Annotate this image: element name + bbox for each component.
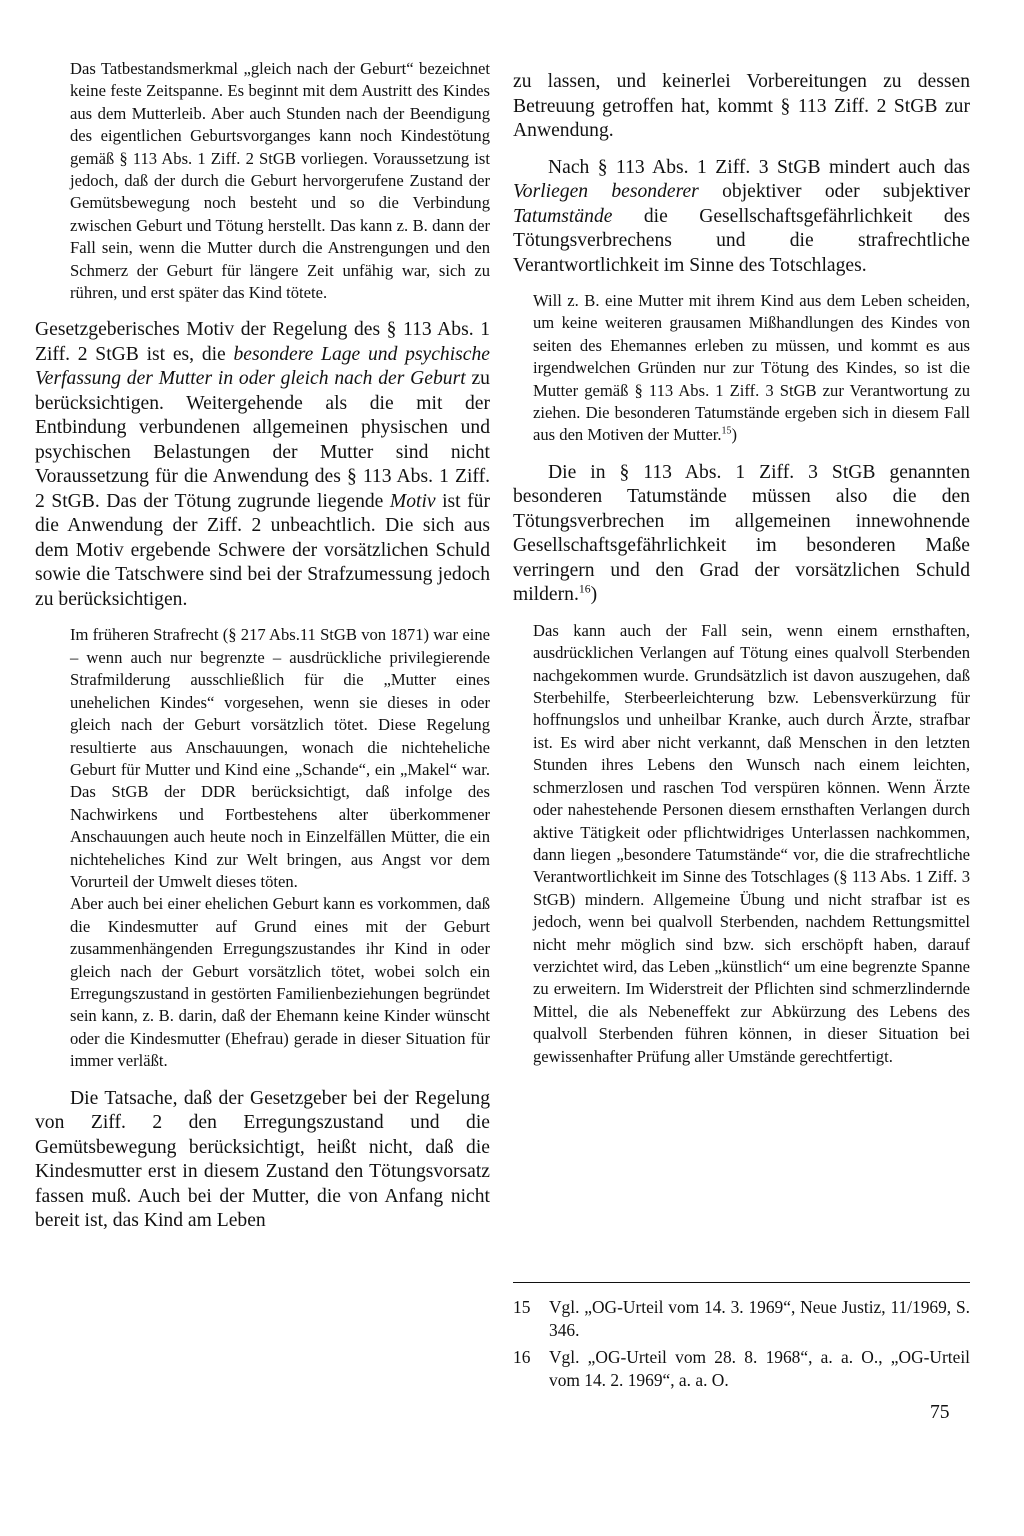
- right-paragraph-5: Das kann auch der Fall sein, wenn einem ernsthaften, ausdrücklichen Verlangen auf Tötung eines qualvoll Sterbenden nachgekommen wurde. Grundsätzlich ist davon auszugehen, daß Sterbehilfe, Sterbeerleichterung bzw. Lebensverkürzung für hoffnungslos und unheilbar Kranke, auch durch Ärzte, strafbar ist. Es wird aber nicht verkannt, daß Menschen in den letzten Stunden ihres Lebens den Wunsch nach einem leichten, schmerzlosen und raschen Tod verspüren können. Wenn Ärzte oder nahestehende Personen diesem ernsthaften Verlangen durch aktive Tätigkeit oder pflichtwidriges Unterlassen nachkommen, dann liegen „besondere Tatumstände“ vor, die die strafrechtliche Verantwortlichkeit im Sinne des Totschlages (§ 113 Abs. 1 Ziff. 3 StGB) mindern. Allgemeine Übung und nicht strafbar ist es jedoch, wenn bei qualvoll Sterbenden, nachdem Rettungsmittel nicht mehr möglich sind bzw. sich erschöpft haben, darauf verzichtet wird, das Leben „künstlich“ um eine begrenzte Spanne zu erweitern. Im Widerstreit der Pflichten sind schmerzlindernde Mittel, die als Nebeneffekt zur Abkürzung des Lebens des qualvoll Sterbenden führen können, in dieser Situation bei gewissenhafter Prüfung aller Umstände gerechtfertigt.: [533, 620, 970, 1066]
- left-column: [35, 58, 490, 1246]
- left-p2-text-a: Gesetzgeberisches Motiv der Regelung des § 113 Abs. 1 Ziff. 2 StGB ist es, die: [35, 319, 490, 365]
- right-p2-italic-2: Tatumstände: [513, 205, 613, 227]
- page-number: 75: [930, 1402, 950, 1423]
- left-p2-text-c: ist für die Anwendung der Ziff. 2 unbeachtlich. Die sich aus dem Motiv ergebende Schwere der vorsätzlichen Schuld sowie die Tatschwere sind bei der Strafzumessung jedoch zu berücksichtigen.: [35, 490, 490, 610]
- right-paragraph-2: [513, 156, 970, 279]
- left-paragraph-5: Die Tatsache, daß der Gesetzgeber bei der Regelung von Ziff. 2 den Erregungszustand und die Gemütsbewegung berücksichtigt, heißt nicht, daß die Kindesmutter erst in diesem Zustand den Tötungsvorsatz fassen muß. Auch bei der Mutter, die von Anfang nicht bereit ist, das Kind am Leben: [35, 1087, 490, 1232]
- right-p2-text-b: objektiver oder subjektiver: [698, 181, 970, 202]
- footnote-text: Vgl. „OG-Urteil vom 28. 8. 1968“, a. a. O., „OG-Urteil vom 14. 2. 1969“, a. a. O.: [549, 1347, 970, 1390]
- right-paragraph-4: [513, 461, 970, 608]
- left-paragraph-3: Im früheren Strafrecht (§ 217 Abs.11 StGB von 1871) war eine – wenn auch nur begrenzte – ausdrückliche privilegierende Strafmilderung ausschließlich für die „Mutter eines unehelichen Kindes“ vorgesehen, wenn sie dieses in oder gleich nach der Geburt vorsätzlich tötet. Diese Regelung resultierte aus Anschauungen, wonach die nichteheliche Geburt für Mutter und Kind eine „Schande“, ein „Makel“ war. Das StGB der DDR berücksichtigt, daß infolge des Nachwirkens und Fortbestehens alter überkommener Anschauungen auch heute noch in Einzelfällen Mütter, die ein nichteheliches Kind zur Welt bringen, aus Angst vor dem Vorurteil der Umwelt dieses töten.: [70, 625, 490, 891]
- left-p2-italic-1: besondere Lage und psychische Verfassung der Mutter in oder gleich nach der Geburt: [35, 343, 490, 390]
- left-paragraph-2: [35, 318, 490, 612]
- footnote-16: [513, 1346, 970, 1392]
- footnote-divider: [513, 1282, 970, 1283]
- left-paragraph-1: Das Tatbestandsmerkmal „gleich nach der Geburt“ bezeichnet keine feste Zeitspanne. Es beginnt mit dem Austritt des Kindes aus dem Mutterleib. Aber auch Stunden nach der Beendigung des eigentlichen Geburtsvorganges kann noch Kindestötung gemäß § 113 Abs. 1 Ziff. 2 StGB vorliegen. Voraussetzung ist jedoch, daß der durch die Geburt hervorgerufene Zustand der Gemütsbewegung noch besteht und so die Verbindung zwischen Geburt und Tötung herstellt. Das kann z. B. dann der Fall sein, wenn die Mutter durch die Anstrengungen und den Schmerz der Geburt für längere Zeit unfähig war, sich zu rühren, und erst später das Kind tötete.: [70, 59, 490, 303]
- right-p2-text-a: Nach § 113 Abs. 1 Ziff. 3 StGB mindert auch das: [548, 156, 970, 178]
- left-p2-italic-2: Motiv: [389, 490, 436, 512]
- left-p2-text-b: zu berücksichtigen. Weitergehende als die mit der Entbindung verbundenen allgemeinen physischen und psychischen Belastungen der Mutter sind nicht Voraussetzung für die Anwendung des § 113 Abs. 1 Ziff. 2 StGB. Das der Tötung zugrunde liegende: [35, 368, 490, 512]
- footnote-15: [513, 1296, 970, 1342]
- right-p3-text: Will z. B. eine Mutter mit ihrem Kind aus dem Leben scheiden, um keine weiteren grausamen Mißhandlungen des Kindes von seiten des Ehemannes erleben zu müssen, und kommt es aus irgendwelchen Gründen nur zur Tötung des Kindes, so ist die Mutter gemäß § 113 Abs. 1 Ziff. 3 StGB zur Verantwortung zu ziehen. Die besonderen Tatumstände ergeben sich in diesem Fall aus den Motiven der Mutter.: [533, 291, 970, 445]
- right-p4-end: ): [590, 584, 598, 606]
- right-p2-italic-1: Vorliegen besonderer: [513, 181, 699, 202]
- right-paragraph-1: zu lassen, und keinerlei Vorbereitungen zu dessen Betreuung getroffen hat, kommt § 113 Ziff. 2 StGB zur Anwendung.: [513, 71, 970, 141]
- right-p2-text-c: die Gesellschaftsgefährlichkeit des Tötungsverbrechens und die strafrechtliche Verantwortlichkeit im Sinne des Totschlages.: [513, 205, 970, 276]
- footnote-ref-15[interactable]: 15: [721, 425, 732, 437]
- footnote-number: 15: [513, 1297, 531, 1317]
- left-paragraph-4: Aber auch bei einer ehelichen Geburt kann es vorkommen, daß die Kindesmutter auf Grund eines mit der Geburt zusammenhängenden Erregungszustandes ihr Kind in oder gleich nach der Geburt vorsätzlich tötet, wobei solch ein Erregungszustand in gestörten Familienbeziehungen begründet sein kann, z. B. darin, daß der Ehemann keine Kinder wünscht oder die Kindesmutter (Ehefrau) gerade in dieser Situation für immer verläßt.: [70, 894, 490, 1071]
- footnote-ref-16[interactable]: 16: [578, 582, 591, 596]
- right-p3-end: ): [731, 425, 737, 445]
- right-p4-text: Die in § 113 Abs. 1 Ziff. 3 StGB genannten besonderen Tatumstände müssen also die den Tötungsverbrechen im allgemeinen innewohnende Gesellschaftsgefährlichkeit im besonderen Maße verringern und den Grad der vorsätzlichen Schuld mildern.: [513, 461, 970, 606]
- right-paragraph-3: [533, 290, 970, 447]
- footnote-text: Vgl. „OG-Urteil vom 14. 3. 1969“, Neue Justiz, 11/1969, S. 346.: [549, 1297, 970, 1340]
- footnote-number: 16: [513, 1347, 531, 1367]
- right-column: [513, 70, 970, 1068]
- footnotes: [513, 1296, 970, 1396]
